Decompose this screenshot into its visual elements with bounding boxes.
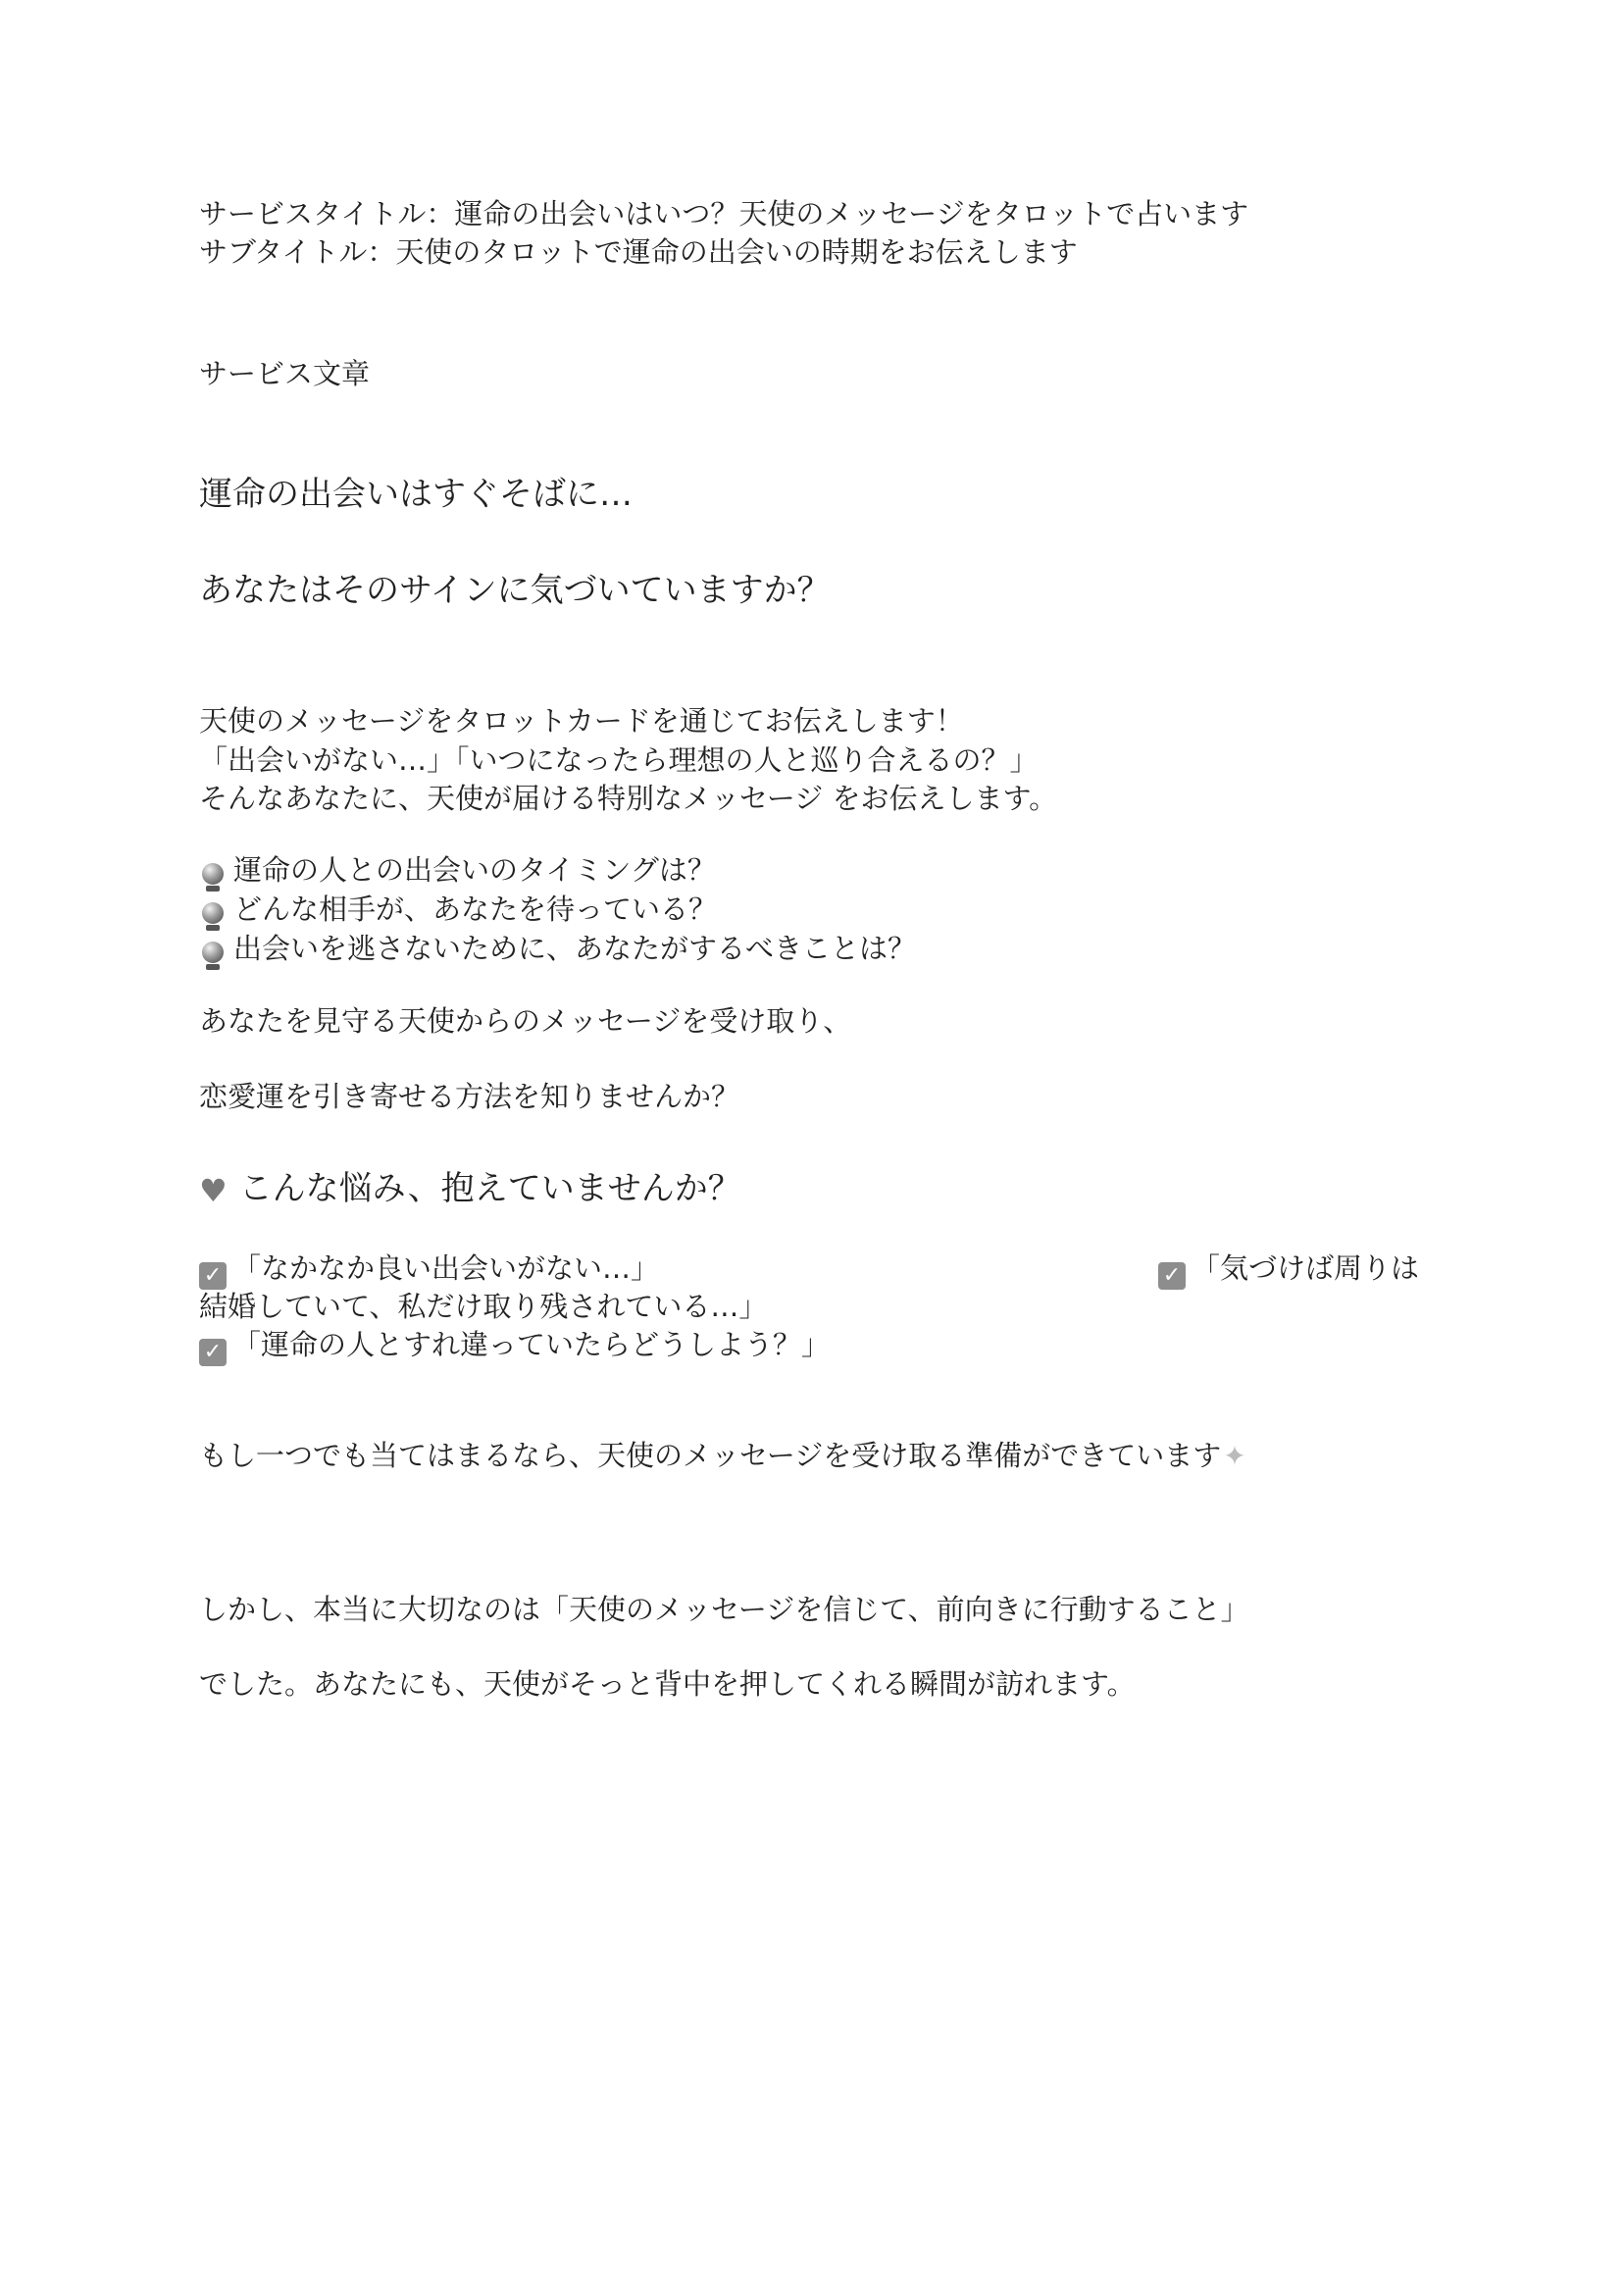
- bullet-text: 運命の人との出会いのタイミングは？: [233, 853, 716, 887]
- ready-text: もし一つでも当てはまるなら、天使のメッセージを受け取る準備ができています: [199, 1439, 1222, 1472]
- check-box-icon: ✓: [1158, 1262, 1186, 1290]
- intro-line-2: 「出会いがない…」「いつになったら理想の人と巡り合えるの？」: [199, 743, 1039, 777]
- bullet-text: どんな相手が、あなたを待っている？: [233, 892, 718, 926]
- bullet-item: [199, 851, 716, 889]
- intro-line-1: 天使のメッセージをタロットカードを通じてお伝えします！: [199, 704, 964, 738]
- bullet-text: 出会いを逃さないために、あなたがするべきことは？: [233, 932, 917, 965]
- subtitle: サブタイトル：天使のタロットで運命の出会いの時期をお伝えします: [199, 235, 1078, 269]
- paragraph-1: あなたを見守る天使からのメッセージを受け取り、: [199, 1004, 852, 1038]
- worries-heading-text: こんな悩み、抱えていませんか？: [238, 1169, 741, 1208]
- worry-text: 「気づけば周りは: [1192, 1251, 1420, 1285]
- worry-item-2-start: [1158, 1249, 1419, 1290]
- ready-line: [199, 1437, 1246, 1475]
- closing-line-1: しかし、本当に大切なのは「天使のメッセージを信じて、前向きに行動すること」: [199, 1593, 1249, 1626]
- worry-item-3: [199, 1326, 830, 1366]
- worry-text: 「なかなか良い出会いがない…」: [232, 1251, 660, 1285]
- worry-text: 「運命の人とすれ違っていたらどうしよう？」: [232, 1328, 831, 1361]
- check-box-icon: ✓: [199, 1262, 227, 1290]
- intro-line-3: そんなあなたに、天使が届ける特別なメッセージ をお伝えします。: [199, 782, 1058, 815]
- worries-heading: [199, 1167, 741, 1212]
- crystal-ball-icon: [202, 942, 224, 963]
- worry-item-1: [199, 1249, 659, 1290]
- paragraph-2: 恋愛運を引き寄せる方法を知りませんか？: [199, 1080, 740, 1113]
- closing-line-2: でした。あなたにも、天使がそっと背中を押してくれる瞬間が訪れます。: [199, 1667, 1136, 1701]
- heart-icon: ♥: [199, 1172, 228, 1209]
- crystal-ball-icon: [202, 902, 224, 924]
- sparkles-icon: ✦: [1223, 1440, 1246, 1472]
- crystal-ball-icon: [202, 863, 224, 885]
- bullet-item: [199, 891, 717, 928]
- headline-2: あなたはそのサインに気づいていますか？: [199, 571, 831, 610]
- service-title: サービスタイトル：運命の出会いはいつ？天使のメッセージをタロットで占います: [199, 197, 1249, 230]
- worry-item-2-end: 結婚していて、私だけ取り残されている…」: [199, 1290, 768, 1323]
- headline-1: 運命の出会いはすぐそばに…: [199, 475, 633, 514]
- check-box-icon: ✓: [199, 1339, 227, 1366]
- section-label: サービス文章: [199, 357, 371, 390]
- bullet-item: [199, 930, 916, 967]
